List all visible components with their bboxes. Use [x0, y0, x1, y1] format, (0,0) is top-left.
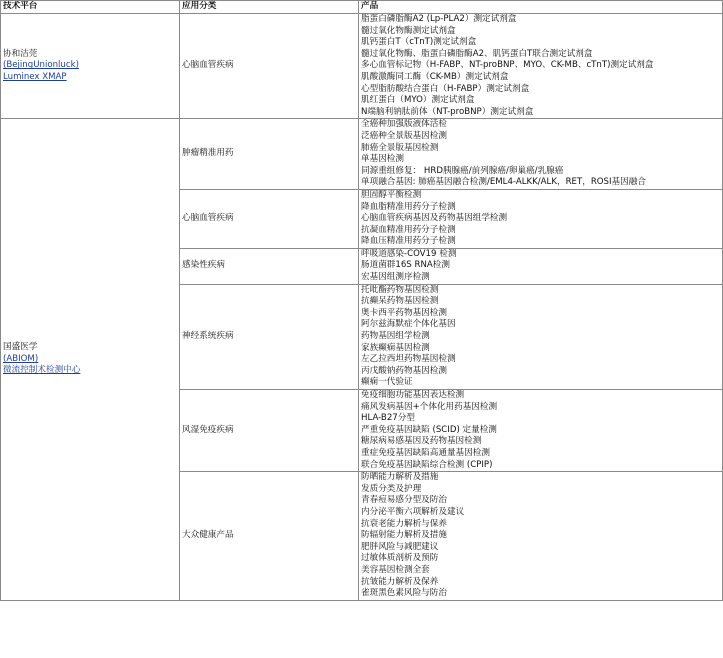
platform-name: 协和洁莞	[3, 48, 38, 59]
platform-link[interactable]: (ABIOM)	[3, 353, 39, 364]
table-row	[1, 14, 723, 119]
category-cell	[180, 14, 359, 119]
product-item: 抗凝血精准用药分子检测	[361, 224, 456, 235]
product-item: 心型脂肪酸结合蛋白（H-FABP）测定试剂盒	[361, 83, 530, 94]
product-item: 肌酸激酶同工酶（CK-MB）测定试剂盒	[361, 71, 509, 82]
product-item: 胆固醇平衡检测	[361, 189, 422, 200]
category-cell	[180, 189, 359, 248]
product-item: 托吡酯药物基因检测	[361, 284, 439, 295]
product-item: N端脑利钠肽前体（NT-proBNP）测定试剂盒	[361, 106, 534, 117]
table-body	[1, 14, 723, 601]
product-list-cell	[359, 189, 723, 248]
category-name: 大众健康产品	[182, 530, 234, 541]
product-item: 青春痘易感分型及防治	[361, 495, 447, 506]
product-item: 全癌种加强版液体活检	[361, 119, 447, 130]
product-item: 左乙拉西坦药物基因检测	[361, 354, 456, 365]
table-row	[1, 119, 723, 190]
product-item: 过敏体质剖析及预防	[361, 553, 439, 564]
product-item: 美容基因检测全套	[361, 564, 430, 575]
product-item: 同源重组修复： HRD胰腺癌/前列腺癌/卵巢癌/乳腺癌	[361, 165, 564, 176]
header-row	[1, 1, 723, 14]
header-platform: 技术平台	[1, 1, 180, 14]
product-list-cell	[359, 14, 723, 119]
product-item: 髓过氧化物酶测定试剂盒	[361, 25, 456, 36]
product-item: 脂蛋白磷脂酶A2 (Lp-PLA2）测定试剂盒	[361, 14, 517, 24]
product-item: 丙戊酸钠药物基因检测	[361, 365, 447, 376]
product-item: 痛风发病基因+个体化用药基因检测	[361, 401, 498, 412]
product-item: 单项融合基因: 肺癌基因融合检测/EML4-ALKK/ALK，RET，ROSI基因融合	[361, 177, 646, 188]
product-item: 重症免疫基因缺陷高通量基因检测	[361, 447, 490, 458]
category-name: 心脑血管疾病	[182, 213, 234, 224]
category-name: 感染性疾病	[182, 260, 225, 271]
product-item: 家族癫痫基因检测	[361, 342, 430, 353]
platform-link[interactable]: (BejingUnionluck)	[3, 60, 79, 71]
product-item: 多心血管标记物（H-FABP、NT-proBNP、MYO、CK-MB、cTnT)测定试剂盒	[361, 60, 654, 71]
product-item: 内分泌平衡六项解析及建议	[361, 506, 465, 517]
product-item: 阿尔兹海默症个体化基因	[361, 319, 456, 330]
category-name: 风湿免疫疾病	[182, 424, 234, 435]
category-cell	[180, 390, 359, 472]
product-item: 严重免疫基因缺陷 (SCID) 定量检测	[361, 424, 497, 435]
product-item: 泛癌种全景版基因检测	[361, 130, 447, 141]
product-item: 肥胖风险与减肥建议	[361, 541, 439, 552]
platform-link[interactable]: 微流控制术检测中心	[3, 365, 81, 376]
product-item: 癫痫一代验证	[361, 377, 413, 388]
category-cell	[180, 472, 359, 601]
platform-cell	[1, 14, 180, 119]
product-list-cell	[359, 390, 723, 472]
product-item: 雀斑黑色素风险与防治	[361, 588, 447, 599]
product-item: 肌红蛋白（MYO）测定试剂盒	[361, 95, 475, 106]
platform-cell	[1, 119, 180, 600]
product-item: 奥卡西平药物基因检测	[361, 307, 447, 318]
product-list-cell	[359, 472, 723, 601]
product-item: 降血脂精准用药分子检测	[361, 201, 456, 212]
product-list-cell	[359, 119, 723, 190]
category-cell	[180, 119, 359, 190]
category-cell	[180, 284, 359, 389]
product-item: 联合免疫基因缺陷综合检测 (CPIP)	[361, 459, 493, 470]
category-name: 心脑血管疾病	[182, 60, 234, 71]
product-item: 髓过氧化物酶、脂蛋白磷脂酶A2、肌钙蛋白T联合测定试剂盒	[361, 48, 593, 59]
product-item: 免疫细胞功能基因表达检测	[361, 390, 465, 400]
platform-link[interactable]: Luminex XMAP	[3, 71, 67, 82]
category-cell	[180, 248, 359, 284]
product-item: 发质分类及护理	[361, 483, 422, 494]
product-item: 单基因检测	[361, 154, 404, 165]
product-item: 肌钙蛋白T（cTnT)测定试剂盒	[361, 37, 477, 48]
product-item: 抗癫呆药物基因检测	[361, 296, 439, 307]
product-item: 抗皱能力解析及保养	[361, 576, 439, 587]
product-list-cell	[359, 248, 723, 284]
header-product: 产品	[359, 1, 723, 14]
product-item: 肠道菌群16S RNA检测	[361, 260, 450, 271]
product-item: 防晒能力解析及措施	[361, 472, 439, 483]
product-item: 抗衰老能力解析与保养	[361, 518, 447, 529]
category-name: 神经系统疾病	[182, 331, 234, 342]
header-category: 应用分类	[180, 1, 359, 14]
product-item: HLA-B27分型	[361, 413, 415, 424]
product-item: 糖尿病易感基因及药物基因检测	[361, 436, 482, 447]
product-item: 肺癌全景版基因检测	[361, 142, 439, 153]
platform-name: 国盛医学	[3, 342, 38, 353]
product-item: 心脑血管疾病基因及药物基因组学检测	[361, 213, 508, 224]
product-item: 降血压精准用药分子检测	[361, 236, 456, 247]
product-list-cell	[359, 284, 723, 389]
product-item: 防辐射能力解析及措施	[361, 530, 447, 541]
product-item: 呼吸道感染-COV19 检测	[361, 248, 457, 259]
product-item: 宏基因组测序检测	[361, 272, 430, 283]
category-name: 肿瘤精准用药	[182, 148, 234, 159]
product-item: 药物基因组学检测	[361, 331, 430, 342]
